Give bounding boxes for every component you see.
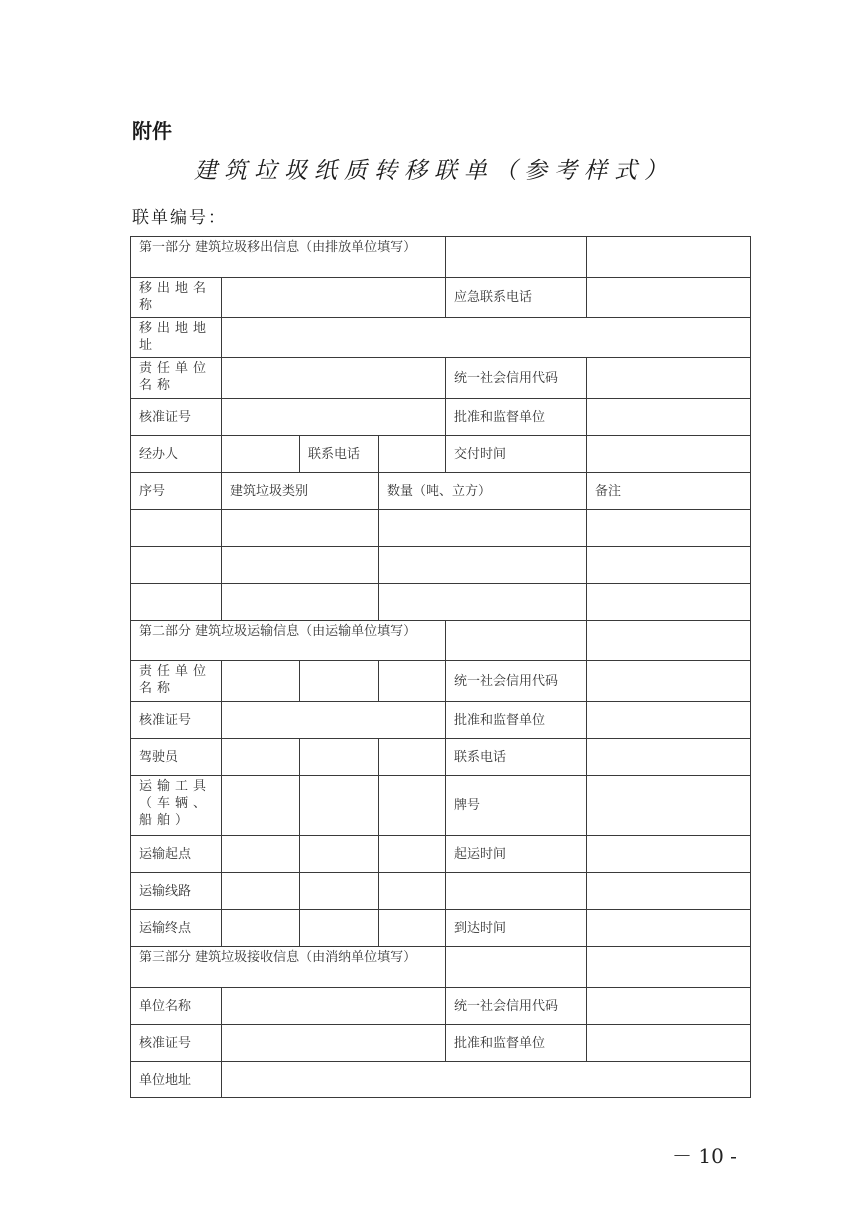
part2-responsible-unit-label: 责任单位名称	[130, 660, 221, 701]
part2-responsible-unit-field-3[interactable]	[378, 660, 445, 701]
origin-address-field[interactable]	[221, 317, 751, 357]
part3-supervisor-unit-label: 批准和监督单位	[445, 1024, 586, 1061]
item-row-1-category[interactable]	[221, 509, 378, 546]
part1-section-title: 第一部分 建筑垃圾移出信息（由排放单位填写）	[130, 236, 445, 277]
part3-credit-code-label: 统一社会信用代码	[445, 987, 586, 1024]
part3-section-title: 第三部分 建筑垃圾接收信息（由消纳单位填写）	[130, 946, 445, 987]
part2-responsible-unit-field-1[interactable]	[221, 660, 299, 701]
document-title: 建筑垃圾纸质转移联单（参考样式）	[194, 158, 674, 184]
part1-header-blank-2[interactable]	[586, 236, 751, 277]
part3-credit-code-field[interactable]	[586, 987, 751, 1024]
item-row-1-seq[interactable]	[130, 509, 221, 546]
plate-label: 牌号	[445, 775, 586, 835]
part1-credit-code-label: 统一社会信用代码	[445, 357, 586, 398]
start-point-field-2[interactable]	[299, 835, 378, 872]
item-row-3-remarks[interactable]	[586, 583, 751, 620]
attachment-label: 附件	[132, 119, 172, 143]
route-field-5[interactable]	[586, 872, 751, 909]
route-field-1[interactable]	[221, 872, 299, 909]
item-row-2-quantity[interactable]	[378, 546, 586, 583]
part3-approval-cert-field[interactable]	[221, 1024, 445, 1061]
part1-contact-phone-label: 联系电话	[299, 435, 378, 472]
start-point-field-3[interactable]	[378, 835, 445, 872]
handler-field[interactable]	[221, 435, 299, 472]
part2-approval-cert-label: 核准证号	[130, 701, 221, 738]
items-header-category: 建筑垃圾类别	[221, 472, 378, 509]
part3-supervisor-unit-field[interactable]	[586, 1024, 751, 1061]
part3-header-blank-1[interactable]	[445, 946, 586, 987]
items-header-remarks: 备注	[586, 472, 751, 509]
page-number: － 10 -	[672, 1144, 737, 1168]
part2-header-blank-2[interactable]	[586, 620, 751, 660]
driver-field-1[interactable]	[221, 738, 299, 775]
form-number-label: 联单编号：	[132, 208, 227, 228]
route-field-2[interactable]	[299, 872, 378, 909]
part1-credit-code-field[interactable]	[586, 357, 751, 398]
delivery-time-field[interactable]	[586, 435, 751, 472]
part2-header-blank-1[interactable]	[445, 620, 586, 660]
delivery-time-label: 交付时间	[445, 435, 586, 472]
transfer-form-table	[130, 236, 751, 1098]
item-row-3-category[interactable]	[221, 583, 378, 620]
unit-name-field[interactable]	[221, 987, 445, 1024]
unit-address-label: 单位地址	[130, 1061, 221, 1098]
start-point-field-1[interactable]	[221, 835, 299, 872]
unit-address-field[interactable]	[221, 1061, 751, 1098]
arrival-time-field[interactable]	[586, 909, 751, 946]
end-point-field-3[interactable]	[378, 909, 445, 946]
items-header-quantity: 数量（吨、立方）	[378, 472, 586, 509]
item-row-1-quantity[interactable]	[378, 509, 586, 546]
route-field-3[interactable]	[378, 872, 445, 909]
part2-credit-code-label: 统一社会信用代码	[445, 660, 586, 701]
emergency-phone-label: 应急联系电话	[445, 277, 586, 317]
departure-time-label: 起运时间	[445, 835, 586, 872]
item-row-1-remarks[interactable]	[586, 509, 751, 546]
vehicle-field-2[interactable]	[299, 775, 378, 835]
vehicle-field-3[interactable]	[378, 775, 445, 835]
part2-section-title: 第二部分 建筑垃圾运输信息（由运输单位填写）	[130, 620, 445, 660]
part1-header-blank-1[interactable]	[445, 236, 586, 277]
item-row-3-seq[interactable]	[130, 583, 221, 620]
items-header-seq: 序号	[130, 472, 221, 509]
driver-field-3[interactable]	[378, 738, 445, 775]
end-point-field-2[interactable]	[299, 909, 378, 946]
start-point-label: 运输起点	[130, 835, 221, 872]
handler-label: 经办人	[130, 435, 221, 472]
part1-approval-cert-field[interactable]	[221, 398, 445, 435]
origin-name-field[interactable]	[221, 277, 445, 317]
driver-field-2[interactable]	[299, 738, 378, 775]
part2-supervisor-unit-label: 批准和监督单位	[445, 701, 586, 738]
departure-time-field[interactable]	[586, 835, 751, 872]
arrival-time-label: 到达时间	[445, 909, 586, 946]
item-row-3-quantity[interactable]	[378, 583, 586, 620]
route-field-4[interactable]	[445, 872, 586, 909]
part2-approval-cert-field[interactable]	[221, 701, 445, 738]
part2-contact-phone-label: 联系电话	[445, 738, 586, 775]
item-row-2-category[interactable]	[221, 546, 378, 583]
part3-approval-cert-label: 核准证号	[130, 1024, 221, 1061]
vehicle-field-1[interactable]	[221, 775, 299, 835]
part2-credit-code-field[interactable]	[586, 660, 751, 701]
part2-supervisor-unit-field[interactable]	[586, 701, 751, 738]
plate-field[interactable]	[586, 775, 751, 835]
vehicle-label: 运输工具（车辆、船舶）	[130, 775, 221, 835]
origin-address-label: 移出地地址	[130, 317, 221, 357]
end-point-field-1[interactable]	[221, 909, 299, 946]
origin-name-label: 移出地名称	[130, 277, 221, 317]
item-row-2-seq[interactable]	[130, 546, 221, 583]
part2-responsible-unit-field-2[interactable]	[299, 660, 378, 701]
part2-contact-phone-field[interactable]	[586, 738, 751, 775]
driver-label: 驾驶员	[130, 738, 221, 775]
part1-approval-cert-label: 核准证号	[130, 398, 221, 435]
part1-contact-phone-field[interactable]	[378, 435, 445, 472]
part1-responsible-unit-label: 责任单位名称	[130, 357, 221, 398]
emergency-phone-field[interactable]	[586, 277, 751, 317]
end-point-label: 运输终点	[130, 909, 221, 946]
unit-name-label: 单位名称	[130, 987, 221, 1024]
part3-header-blank-2[interactable]	[586, 946, 751, 987]
item-row-2-remarks[interactable]	[586, 546, 751, 583]
part1-supervisor-unit-field[interactable]	[586, 398, 751, 435]
part1-supervisor-unit-label: 批准和监督单位	[445, 398, 586, 435]
route-label: 运输线路	[130, 872, 221, 909]
part1-responsible-unit-field[interactable]	[221, 357, 445, 398]
